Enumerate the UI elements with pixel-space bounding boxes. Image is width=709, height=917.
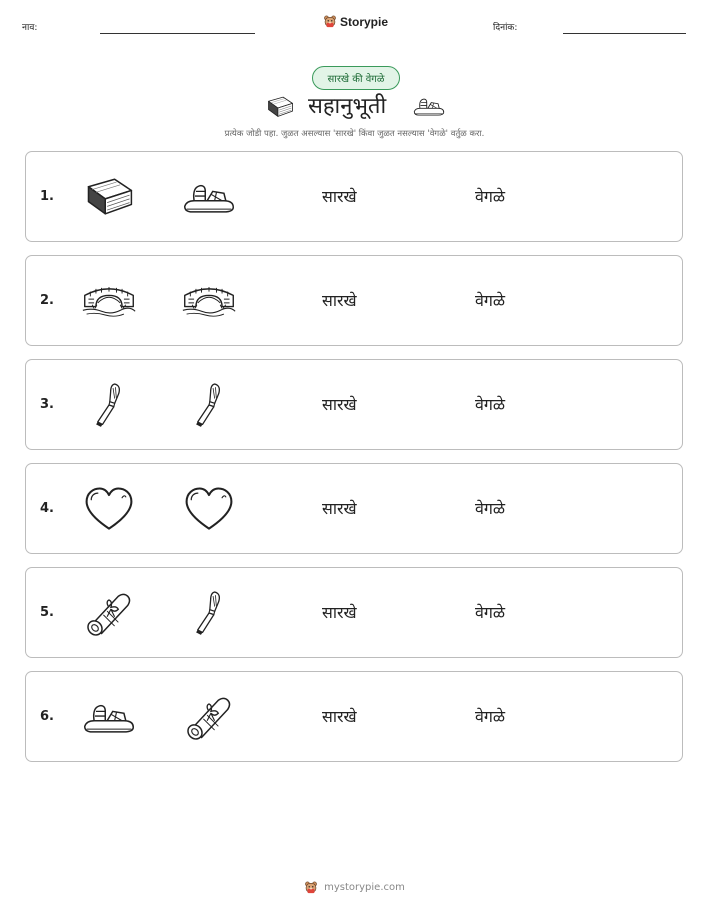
brand-name: Storypie bbox=[340, 14, 389, 29]
same-option[interactable]: सारखे bbox=[322, 395, 357, 414]
question-number: 3. bbox=[40, 397, 54, 412]
different-option[interactable]: वेगळे bbox=[475, 187, 506, 206]
heart-icon bbox=[181, 483, 237, 535]
instructions: प्रत्येक जोडी पहा. जुळत असल्यास 'सारखे' किंवा जुळत नसल्यास 'वेगळे' वर्तुळ करा. bbox=[224, 129, 485, 139]
question-number: 1. bbox=[40, 189, 54, 204]
name-label: नाव: bbox=[22, 23, 38, 33]
footer bbox=[0, 880, 709, 895]
book-icon bbox=[81, 171, 137, 223]
date-label: दिनांक: bbox=[493, 23, 518, 33]
footer-url: mystorypie.com bbox=[324, 882, 405, 893]
heart-icon bbox=[81, 483, 137, 535]
same-option[interactable]: सारखे bbox=[322, 187, 357, 206]
sandal-icon bbox=[181, 171, 237, 223]
sandal-icon bbox=[412, 94, 446, 118]
same-option[interactable]: सारखे bbox=[322, 499, 357, 518]
brand-logo bbox=[323, 14, 388, 29]
page-header bbox=[0, 14, 709, 44]
scroll-icon bbox=[181, 691, 237, 743]
question-card bbox=[25, 567, 683, 658]
bridge-icon bbox=[181, 275, 237, 327]
bridge-icon bbox=[81, 275, 137, 327]
sandal-icon bbox=[81, 691, 137, 743]
question-number: 5. bbox=[40, 605, 54, 620]
same-option[interactable]: सारखे bbox=[322, 291, 357, 310]
chisel-icon bbox=[181, 587, 237, 639]
bear-mascot-icon bbox=[323, 14, 337, 29]
chisel-icon bbox=[181, 379, 237, 431]
name-field-line[interactable] bbox=[100, 33, 255, 34]
different-option[interactable]: वेगळे bbox=[475, 395, 506, 414]
scroll-icon bbox=[81, 587, 137, 639]
page-title: सहानुभूती bbox=[308, 94, 387, 119]
chisel-icon bbox=[81, 379, 137, 431]
question-number: 2. bbox=[40, 293, 54, 308]
question-card bbox=[25, 255, 683, 346]
question-number: 6. bbox=[40, 709, 54, 724]
same-option[interactable]: सारखे bbox=[322, 603, 357, 622]
question-card bbox=[25, 671, 683, 762]
question-card bbox=[25, 463, 683, 554]
date-field-line[interactable] bbox=[563, 33, 686, 34]
different-option[interactable]: वेगळे bbox=[475, 499, 506, 518]
question-card bbox=[25, 359, 683, 450]
title-row bbox=[0, 90, 709, 122]
same-option[interactable]: सारखे bbox=[322, 707, 357, 726]
question-card bbox=[25, 151, 683, 242]
book-icon bbox=[264, 94, 296, 120]
bear-mascot-icon bbox=[304, 880, 318, 895]
question-number: 4. bbox=[40, 501, 54, 516]
different-option[interactable]: वेगळे bbox=[475, 603, 506, 622]
different-option[interactable]: वेगळे bbox=[475, 707, 506, 726]
different-option[interactable]: वेगळे bbox=[475, 291, 506, 310]
worksheet-type-badge: सारखे की वेगळे bbox=[312, 66, 400, 90]
